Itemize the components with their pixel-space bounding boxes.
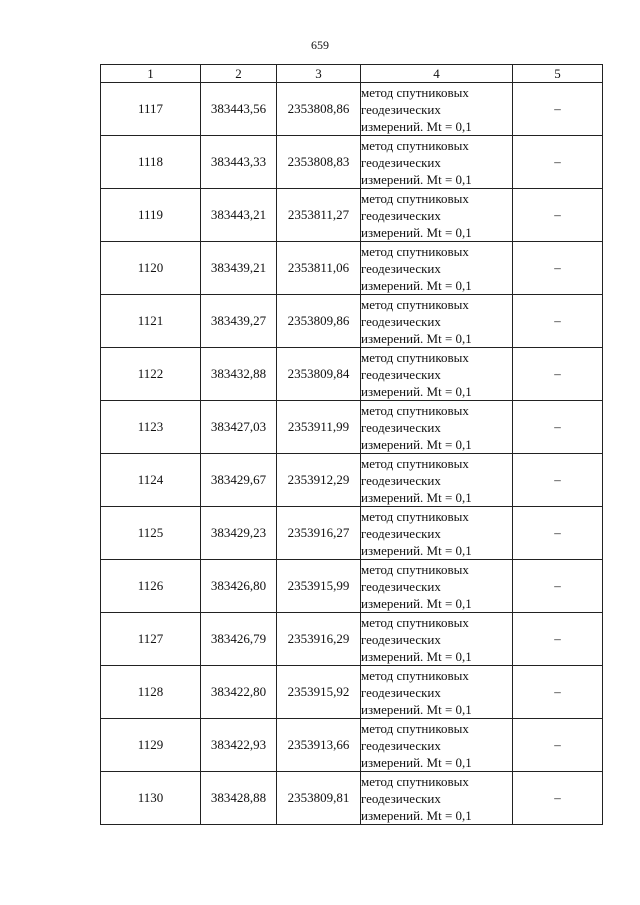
note-cell: – (513, 189, 603, 242)
point-number-cell: 1121 (101, 295, 201, 348)
method-cell (361, 454, 513, 507)
method-line: метод спутниковых (361, 667, 469, 683)
y-coordinate-cell: 2353809,84 (277, 348, 361, 401)
point-number-cell: 1128 (101, 666, 201, 719)
point-number-cell: 1130 (101, 772, 201, 825)
method-line: геодезических (361, 578, 441, 594)
table-row (101, 401, 603, 454)
method-line: измерений. Mt = 0,1 (361, 489, 472, 505)
column-header-2: 2 (201, 65, 277, 83)
method-line: измерений. Mt = 0,1 (361, 383, 472, 399)
note-cell: – (513, 507, 603, 560)
note-cell: – (513, 560, 603, 613)
method-line: метод спутниковых (361, 349, 469, 365)
x-coordinate-cell: 383429,67 (201, 454, 277, 507)
x-coordinate-cell: 383432,88 (201, 348, 277, 401)
y-coordinate-cell: 2353808,83 (277, 136, 361, 189)
y-coordinate-cell: 2353912,29 (277, 454, 361, 507)
note-cell: – (513, 719, 603, 772)
method-line: измерений. Mt = 0,1 (361, 701, 472, 717)
column-header-1: 1 (101, 65, 201, 83)
method-line: измерений. Mt = 0,1 (361, 754, 472, 770)
table-row (101, 772, 603, 825)
method-line: измерений. Mt = 0,1 (361, 807, 472, 823)
method-line: геодезических (361, 684, 441, 700)
y-coordinate-cell: 2353811,06 (277, 242, 361, 295)
point-number-cell: 1123 (101, 401, 201, 454)
method-line: метод спутниковых (361, 773, 469, 789)
method-line: геодезических (361, 631, 441, 647)
x-coordinate-cell: 383426,79 (201, 613, 277, 666)
note-cell: – (513, 666, 603, 719)
method-line: геодезических (361, 737, 441, 753)
page-number: 659 (311, 38, 329, 52)
y-coordinate-cell: 2353811,27 (277, 189, 361, 242)
coordinates-table (100, 64, 603, 825)
point-number-cell: 1118 (101, 136, 201, 189)
method-line: геодезических (361, 472, 441, 488)
column-header-3: 3 (277, 65, 361, 83)
y-coordinate-cell: 2353808,86 (277, 83, 361, 136)
method-line: измерений. Mt = 0,1 (361, 118, 472, 134)
method-line: геодезических (361, 525, 441, 541)
x-coordinate-cell: 383439,21 (201, 242, 277, 295)
y-coordinate-cell: 2353911,99 (277, 401, 361, 454)
point-number-cell: 1125 (101, 507, 201, 560)
x-coordinate-cell: 383422,93 (201, 719, 277, 772)
method-line: метод спутниковых (361, 402, 469, 418)
table-row (101, 83, 603, 136)
x-coordinate-cell: 383443,21 (201, 189, 277, 242)
point-number-cell: 1122 (101, 348, 201, 401)
y-coordinate-cell: 2353916,27 (277, 507, 361, 560)
note-cell: – (513, 242, 603, 295)
header-row (101, 65, 603, 83)
note-cell: – (513, 401, 603, 454)
note-cell: – (513, 613, 603, 666)
column-header-4: 4 (361, 65, 513, 83)
table-row (101, 666, 603, 719)
table-row (101, 560, 603, 613)
method-cell (361, 295, 513, 348)
method-cell (361, 401, 513, 454)
table-header (101, 65, 603, 83)
method-line: геодезических (361, 313, 441, 329)
table-row (101, 719, 603, 772)
method-line: метод спутниковых (361, 84, 469, 100)
table-body (101, 83, 603, 825)
method-cell (361, 136, 513, 189)
y-coordinate-cell: 2353809,86 (277, 295, 361, 348)
method-cell (361, 560, 513, 613)
method-line: измерений. Mt = 0,1 (361, 171, 472, 187)
point-number-cell: 1117 (101, 83, 201, 136)
note-cell: – (513, 136, 603, 189)
table-row (101, 348, 603, 401)
method-line: метод спутниковых (361, 243, 469, 259)
note-cell: – (513, 295, 603, 348)
x-coordinate-cell: 383428,88 (201, 772, 277, 825)
method-line: измерений. Mt = 0,1 (361, 436, 472, 452)
x-coordinate-cell: 383439,27 (201, 295, 277, 348)
method-line: измерений. Mt = 0,1 (361, 542, 472, 558)
method-line: измерений. Mt = 0,1 (361, 224, 472, 240)
point-number-cell: 1126 (101, 560, 201, 613)
table-row (101, 242, 603, 295)
point-number-cell: 1124 (101, 454, 201, 507)
x-coordinate-cell: 383426,80 (201, 560, 277, 613)
method-line: геодезических (361, 790, 441, 806)
method-cell (361, 719, 513, 772)
method-line: геодезических (361, 101, 441, 117)
y-coordinate-cell: 2353916,29 (277, 613, 361, 666)
method-line: геодезических (361, 154, 441, 170)
point-number-cell: 1119 (101, 189, 201, 242)
method-cell (361, 83, 513, 136)
table-row (101, 136, 603, 189)
x-coordinate-cell: 383429,23 (201, 507, 277, 560)
method-line: измерений. Mt = 0,1 (361, 330, 472, 346)
x-coordinate-cell: 383427,03 (201, 401, 277, 454)
method-line: геодезических (361, 366, 441, 382)
method-line: метод спутниковых (361, 614, 469, 630)
x-coordinate-cell: 383443,56 (201, 83, 277, 136)
method-line: измерений. Mt = 0,1 (361, 595, 472, 611)
method-cell (361, 189, 513, 242)
note-cell: – (513, 83, 603, 136)
x-coordinate-cell: 383443,33 (201, 136, 277, 189)
method-cell (361, 613, 513, 666)
point-number-cell: 1127 (101, 613, 201, 666)
method-cell (361, 242, 513, 295)
method-line: метод спутниковых (361, 455, 469, 471)
table-row (101, 507, 603, 560)
table-row (101, 454, 603, 507)
method-line: геодезических (361, 260, 441, 276)
method-cell (361, 507, 513, 560)
note-cell: – (513, 348, 603, 401)
table-row (101, 295, 603, 348)
y-coordinate-cell: 2353809,81 (277, 772, 361, 825)
method-line: метод спутниковых (361, 137, 469, 153)
y-coordinate-cell: 2353915,99 (277, 560, 361, 613)
method-line: измерений. Mt = 0,1 (361, 648, 472, 664)
method-line: метод спутниковых (361, 296, 469, 312)
method-line: метод спутниковых (361, 190, 469, 206)
point-number-cell: 1129 (101, 719, 201, 772)
method-line: измерений. Mt = 0,1 (361, 277, 472, 293)
note-cell: – (513, 772, 603, 825)
method-cell (361, 666, 513, 719)
table-row (101, 613, 603, 666)
method-line: метод спутниковых (361, 720, 469, 736)
column-header-5: 5 (513, 65, 603, 83)
note-cell: – (513, 454, 603, 507)
method-cell (361, 772, 513, 825)
table-row (101, 189, 603, 242)
y-coordinate-cell: 2353915,92 (277, 666, 361, 719)
x-coordinate-cell: 383422,80 (201, 666, 277, 719)
point-number-cell: 1120 (101, 242, 201, 295)
method-line: геодезических (361, 207, 441, 223)
method-cell (361, 348, 513, 401)
method-line: геодезических (361, 419, 441, 435)
method-line: метод спутниковых (361, 508, 469, 524)
y-coordinate-cell: 2353913,66 (277, 719, 361, 772)
method-line: метод спутниковых (361, 561, 469, 577)
